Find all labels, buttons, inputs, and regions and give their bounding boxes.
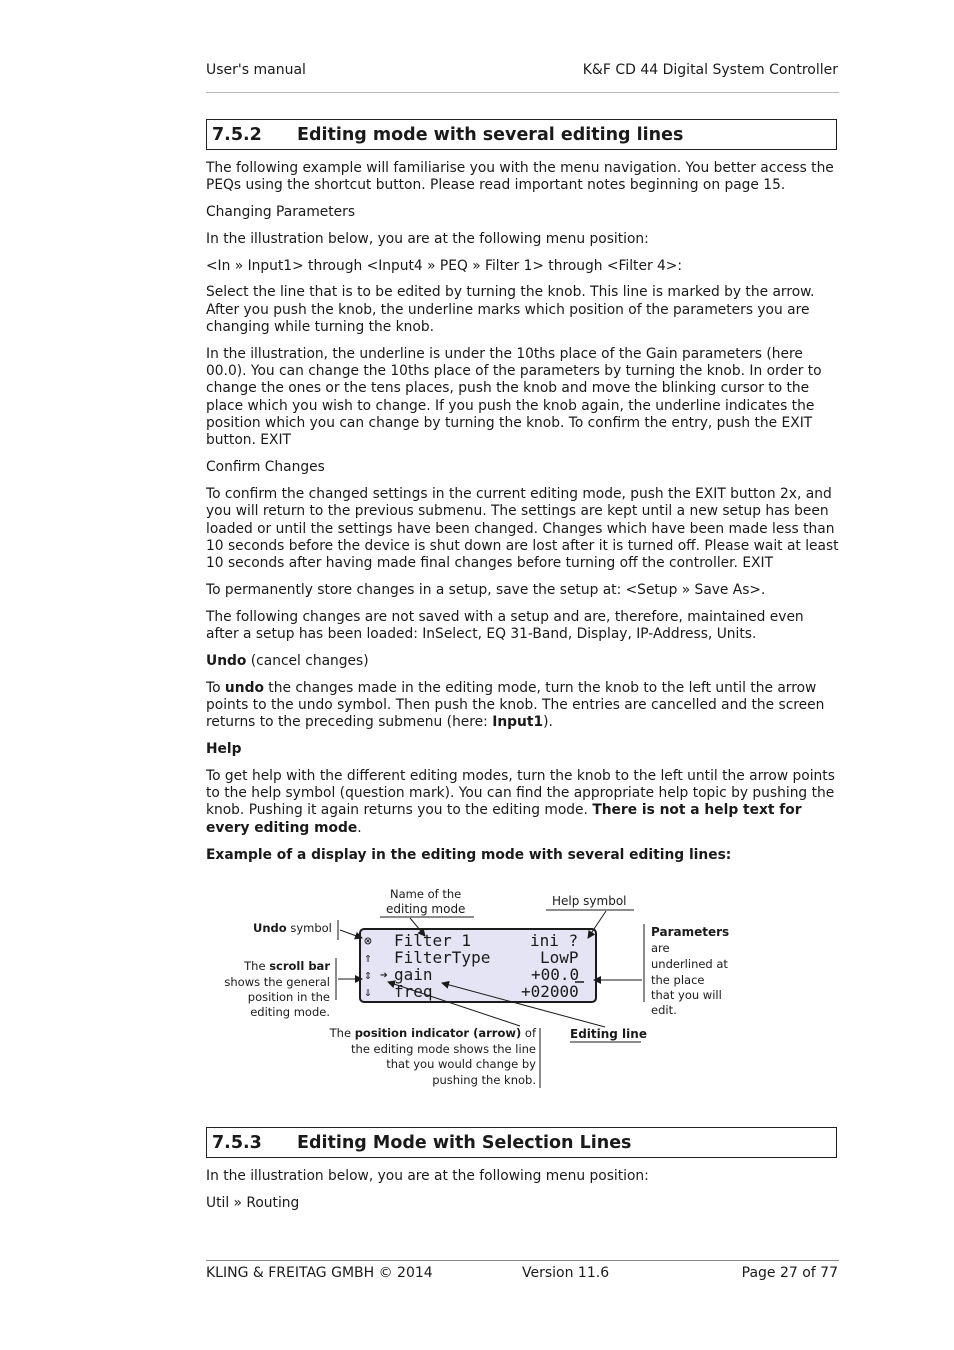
annotation-pos-1b: position indicator (arrow) (354, 1026, 522, 1040)
annotation-scroll-1 (243, 959, 330, 973)
bold-text: Undo (206, 652, 247, 669)
section-heading-7-5-3 (206, 1127, 837, 1158)
bold-text: Example of a display in the editing mode with several editing lines: (206, 846, 732, 863)
paragraph: In the illustration below, you are at the following menu position: (206, 1168, 649, 1184)
annotation-undo-rest: symbol (286, 921, 332, 935)
lcd-line-3-name: gain (394, 965, 433, 984)
text: To (206, 679, 225, 696)
bold-text: There is not a help text for every editing mode (206, 802, 802, 836)
annotation-params-6: edit. (651, 1003, 677, 1017)
paragraph: The following changes are not saved with a setup and are, therefore, maintained even after a setup has been loaded: InSelect, EQ 31-Band, Display, IP-Address, Units. (206, 608, 804, 643)
annotation-pos-3: that you would change by (386, 1057, 536, 1071)
annotation-params-1: Parameters (651, 925, 730, 939)
bold-text: Help (206, 741, 242, 758)
annotation-undo (253, 921, 332, 935)
section-body (206, 160, 840, 873)
annotation-undo-bold: Undo (253, 921, 287, 935)
undo-icon: ⊗ (364, 934, 372, 949)
lcd-line-2-value: LowP (540, 948, 579, 967)
position-arrow-icon: ➔ (380, 968, 388, 983)
paragraph: Util » Routing (206, 1194, 300, 1211)
annotation-editing-line: Editing line (570, 1027, 647, 1041)
paragraph (206, 653, 840, 670)
scroll-down-icon: ⇓ (364, 985, 372, 1000)
section2-body (206, 1168, 840, 1222)
section-title: Editing mode with several editing lines (297, 125, 684, 145)
annotation-params-4: the place (651, 973, 705, 987)
annotation-name-2: editing mode (386, 902, 466, 916)
annotation-pos-1a: The (329, 1026, 355, 1040)
text: ). (543, 714, 553, 731)
paragraph: To confirm the changed settings in the current editing mode, push the EXIT button 2x, and you will return to the previous submenu. The settings are kept until a new setup has been loaded or until the settings have been changed. Changes which have been made less than 10 seconds before the device is shut down are lost after it is turned off. Please wait at least 10 seconds after having made final changes before turning off the controller. EXIT (206, 485, 839, 572)
paragraph (206, 768, 840, 837)
lcd-line-2-name: FilterType (394, 948, 491, 967)
annotation-pos-1 (329, 1026, 537, 1040)
annotation-help: Help symbol (552, 894, 627, 908)
lcd-line-4-name: freq (394, 982, 433, 1001)
footer-page-number: Page 27 of 77 (741, 1265, 838, 1281)
annotation-pos-1c: of (521, 1026, 536, 1040)
scroll-position-icon: ⇕ (364, 968, 372, 983)
bold-text: undo (224, 679, 264, 696)
scroll-up-icon: ⇑ (364, 951, 372, 966)
lcd-line-4-value: +02000 (521, 982, 579, 1001)
paragraph: In the illustration below, you are at the following menu position: (206, 230, 649, 247)
annotation-scroll-1a: The (244, 959, 270, 973)
paragraph: In the illustration, the underline is under the 10ths place of the Gain parameters (here 00.0). You can change the 10ths place of the parameters by turning the knob. In order to change the ones or the tens places, push the knob and move the blinking cursor to the place which you wish to change. If you push the knob again, the underline indicates the position which you can change by turning the knob. To confirm the entry, push the EXIT button. EXIT (206, 345, 822, 449)
annotation-scroll-1b: scroll bar (269, 959, 330, 973)
section-number: 7.5.3 (212, 1133, 262, 1153)
paragraph: Confirm Changes (206, 459, 325, 476)
text: To get help with the different editing modes, turn the knob to the left until the arrow points to the help symbol (question mark). You can find the appropriate help topic by pushing the knob. Pushing it again returns you to the editing mode. (206, 767, 835, 819)
lcd-line-1-name: Filter 1 (394, 931, 472, 950)
annotation-pos-4: pushing the knob. (432, 1073, 536, 1087)
paragraph: Changing Parameters (206, 204, 356, 221)
paragraph: To permanently store changes in a setup, save the setup at: <Setup » Save As>. (206, 581, 766, 598)
header-rule (206, 92, 839, 93)
paragraph (206, 847, 840, 864)
annotation-scroll-4: editing mode. (250, 1005, 330, 1019)
section-title: Editing Mode with Selection Lines (297, 1133, 632, 1153)
lcd-line-3-value: +00.0 (531, 965, 580, 984)
annotation-params-5: that you will (651, 988, 722, 1002)
bold-text: Input1 (492, 714, 544, 731)
section-heading-7-5-2 (206, 119, 837, 150)
annotation-params-2: are (651, 941, 670, 955)
paragraph (206, 680, 840, 732)
annotation-name-1: Name of the (390, 887, 462, 901)
display-diagram (220, 880, 740, 1095)
text: (cancel changes) (246, 652, 369, 669)
text: . (357, 819, 362, 836)
footer-left: KLING & FREITAG GMBH © 2014 (206, 1265, 433, 1281)
annotation-pos-2: the editing mode shows the line (351, 1042, 536, 1056)
header-left: User's manual (206, 62, 306, 78)
paragraph: Select the line that is to be edited by turning the knob. This line is marked by the arrow. After you push the knob, the underline marks which position of the parameters you are changing while turning the knob. (206, 284, 815, 336)
annotation-scroll-2: shows the general (224, 975, 330, 989)
footer-version: Version 11.6 (522, 1265, 610, 1281)
paragraph: The following example will familiarise you with the menu navigation. You better access the PEQs using the shortcut button. Please read important notes beginning on page 15. (206, 160, 834, 194)
header-right: K&F CD 44 Digital System Controller (582, 62, 838, 78)
lcd-line-1-value: ini ? (530, 931, 579, 950)
text: the changes made in the editing mode, turn the knob to the left until the arrow points to the undo symbol. Then push the knob. The entries are cancelled and the screen returns to the preceding submenu (here: (206, 679, 825, 731)
paragraph (206, 741, 840, 758)
footer-rule (206, 1260, 839, 1261)
annotation-params-3: underlined at (651, 957, 728, 971)
annotation-scroll-3: position in the (247, 990, 330, 1004)
section-number: 7.5.2 (212, 125, 262, 145)
paragraph: <In » Input1> through <Input4 » PEQ » Filter 1> through <Filter 4>: (206, 257, 682, 274)
